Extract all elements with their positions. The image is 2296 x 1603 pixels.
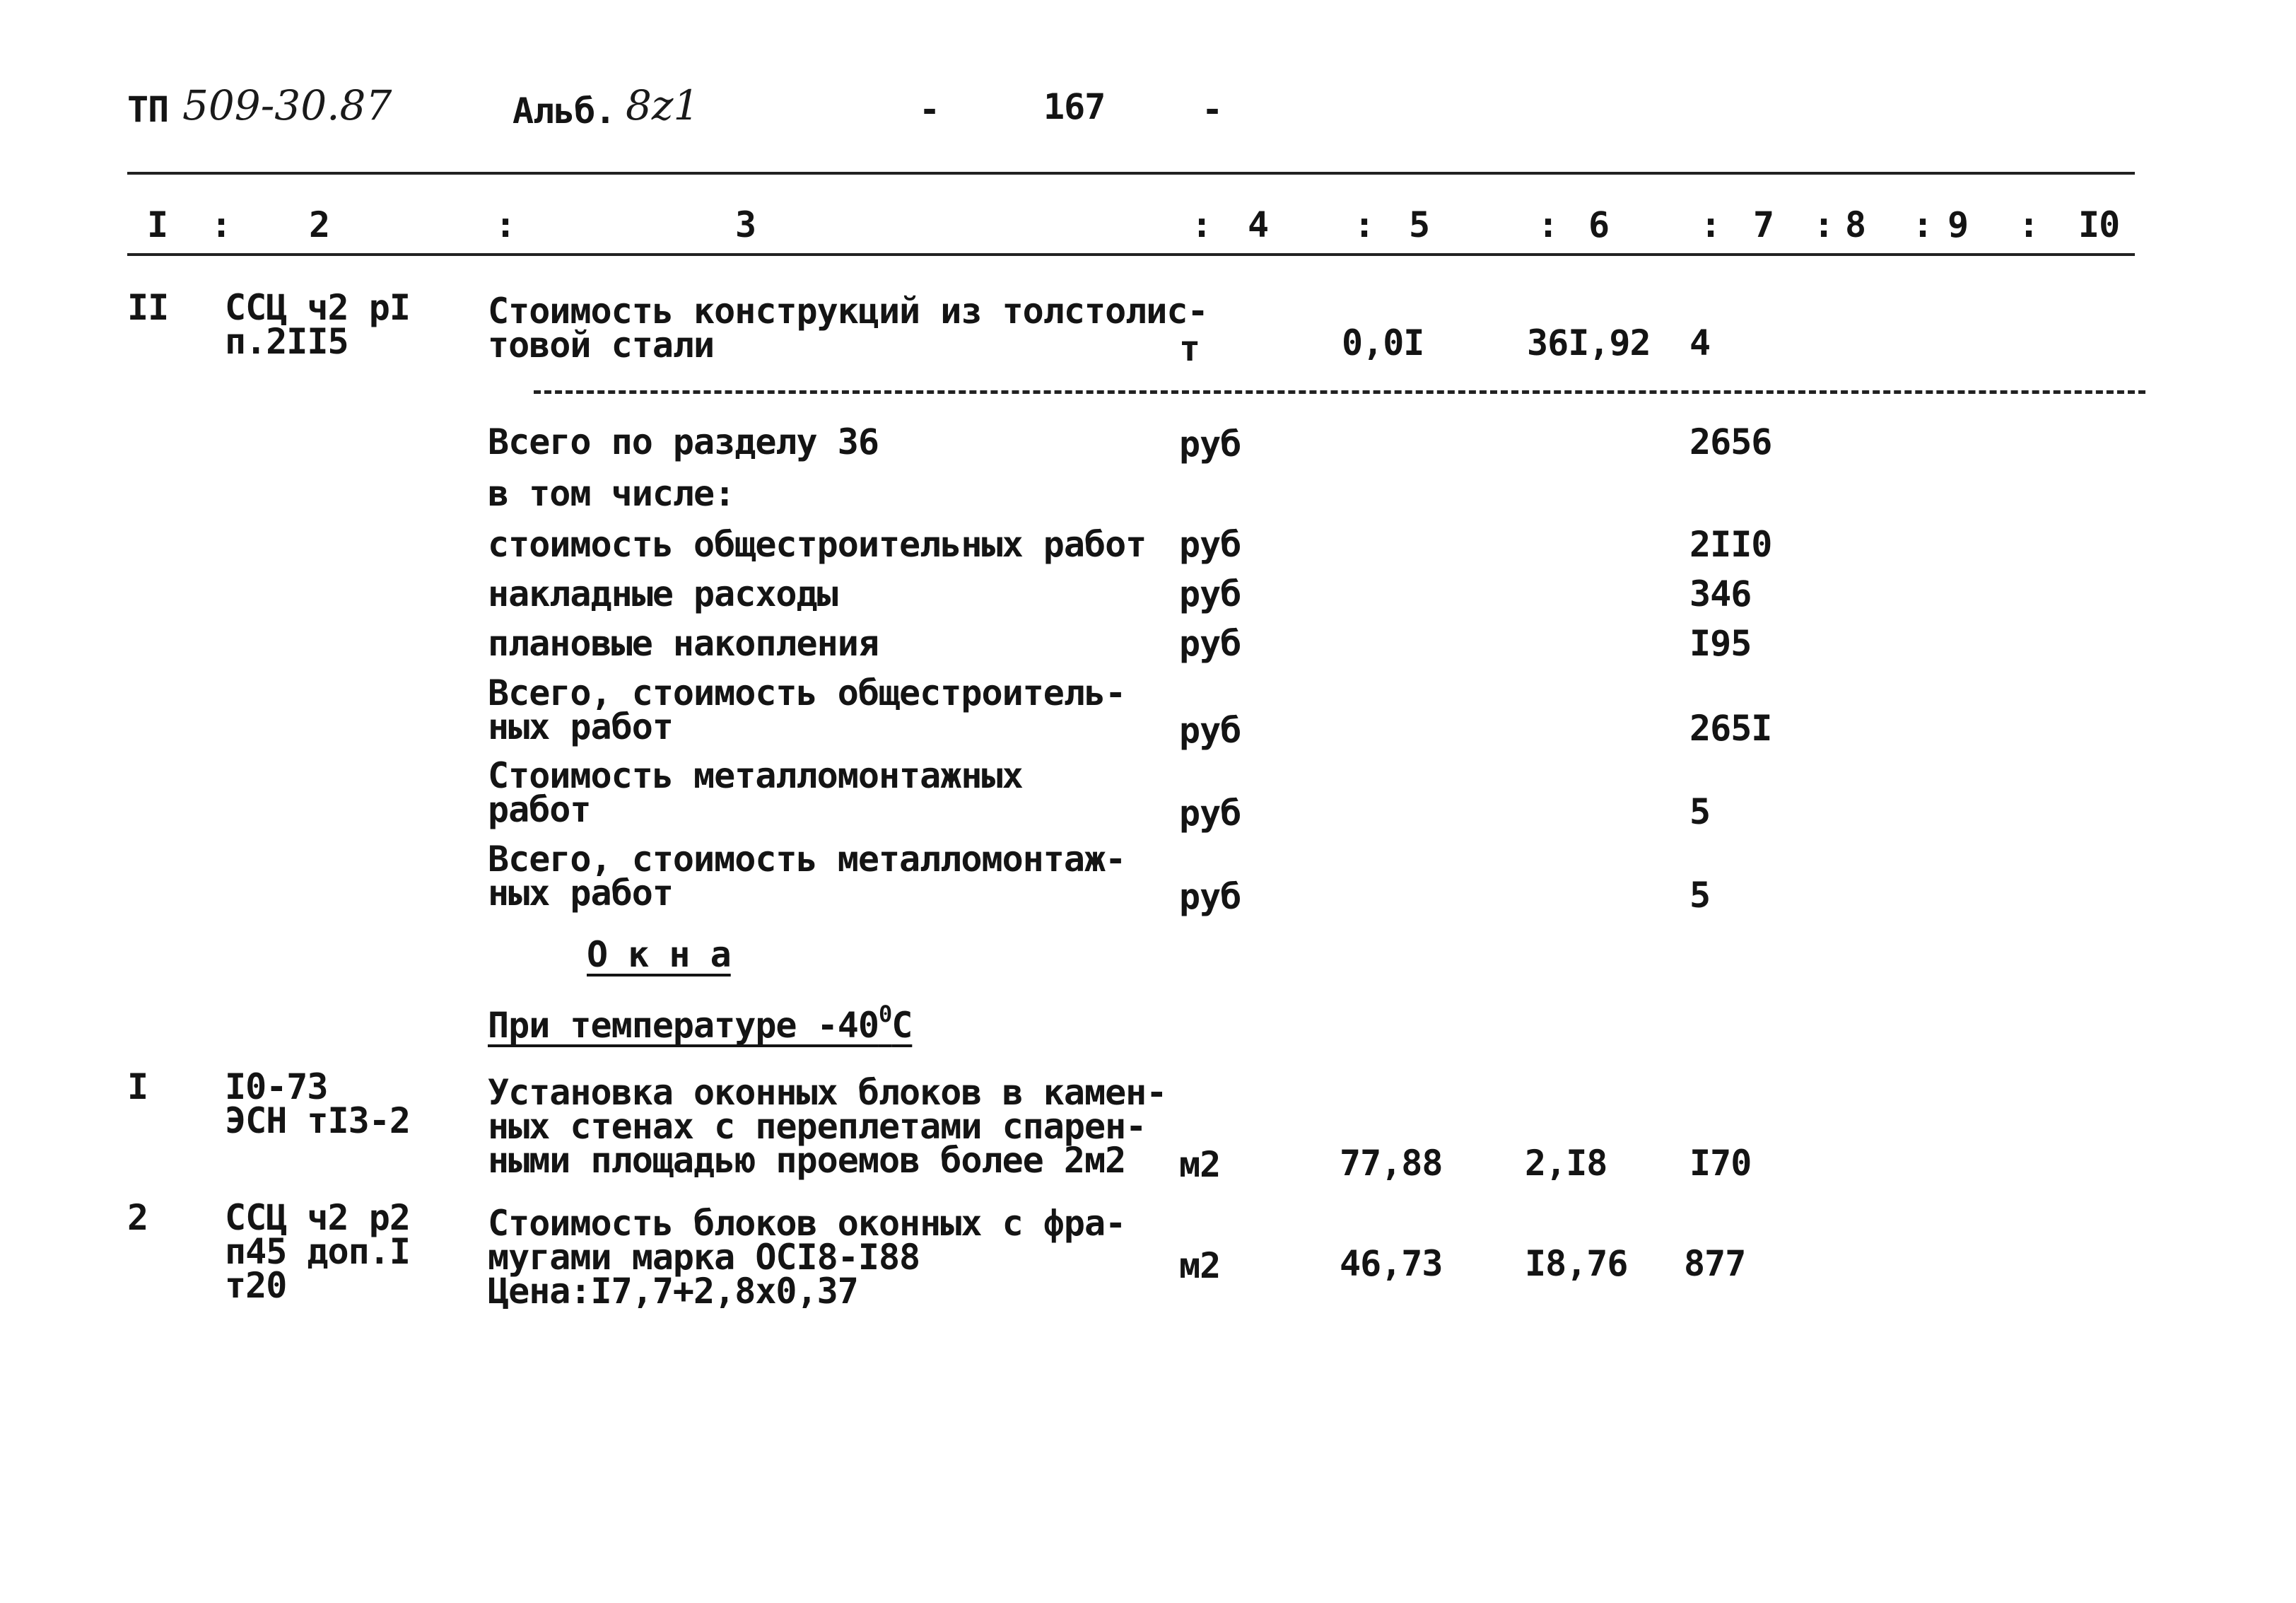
col-header-8: 8 xyxy=(1845,204,1866,245)
col-header-2: 2 xyxy=(309,204,330,245)
summary-desc: Стоимость металломонтажных xyxy=(488,755,1023,796)
summary-desc: Всего, стоимость металломонтаж- xyxy=(488,839,1126,880)
col-header-6: 6 xyxy=(1588,204,1610,245)
row-2-code: п45 доп.I xyxy=(225,1231,410,1272)
col-sep: : xyxy=(1538,204,1559,245)
summary-desc: ных работ xyxy=(488,873,673,914)
row-2-total: 877 xyxy=(1684,1243,1746,1284)
project-code: 509-30.87 xyxy=(182,81,392,129)
row-2-desc: мугами марка ОСI8-I88 xyxy=(488,1237,920,1278)
summary-desc: Всего по разделу 36 xyxy=(488,421,879,462)
row-2-unit: м2 xyxy=(1179,1245,1221,1286)
col-sep: : xyxy=(1912,204,1933,245)
row-1-code: ЭСН тI3-2 xyxy=(225,1100,410,1141)
row-1-desc: ными площадью проемов более 2м2 xyxy=(488,1140,1126,1181)
row-2-desc: Стоимость блоков оконных с фра- xyxy=(488,1203,1126,1244)
col-sep: : xyxy=(1354,204,1375,245)
col-header-7: 7 xyxy=(1753,204,1774,245)
row-1-num: I xyxy=(127,1066,148,1107)
table-header-rule xyxy=(127,253,2135,256)
table-top-rule xyxy=(127,172,2135,175)
row-1-code: I0-73 xyxy=(225,1066,328,1107)
summary-desc: накладные расходы xyxy=(488,573,838,614)
section-title: О к н а xyxy=(587,934,731,975)
col-header-4: 4 xyxy=(1248,204,1269,245)
row-11-qty: 0,0I xyxy=(1342,322,1424,363)
row-2-num: 2 xyxy=(127,1197,148,1238)
col-sep: : xyxy=(211,204,232,245)
row-2-qty: 46,73 xyxy=(1340,1243,1443,1284)
row-11-desc: Стоимость конструкций из толстолис- xyxy=(488,291,1208,332)
col-header-5: 5 xyxy=(1409,204,1430,245)
col-header-3: 3 xyxy=(735,204,756,245)
row-1-total: I70 xyxy=(1689,1143,1752,1184)
row-11-code: ССЦ ч2 рI xyxy=(225,287,410,328)
summary-total: 2656 xyxy=(1689,421,1772,462)
row-1-desc: Установка оконных блоков в камен- xyxy=(488,1072,1167,1113)
summary-desc: Всего, стоимость общестроитель- xyxy=(488,672,1126,713)
summary-unit: руб xyxy=(1179,623,1241,664)
album-label: Альб. xyxy=(512,91,616,132)
section-divider xyxy=(534,390,2145,394)
summary-total: 265I xyxy=(1689,708,1772,749)
summary-unit: руб xyxy=(1179,524,1241,565)
summary-desc: в том числе: xyxy=(488,473,735,514)
summary-unit: руб xyxy=(1179,793,1241,834)
summary-total: 2II0 xyxy=(1689,524,1772,565)
row-11-price: 36I,92 xyxy=(1527,322,1651,363)
page-number: 167 xyxy=(1043,86,1106,127)
summary-unit: руб xyxy=(1179,710,1241,751)
summary-desc: работ xyxy=(488,789,591,830)
summary-desc: ных работ xyxy=(488,706,673,747)
col-header-9: 9 xyxy=(1948,204,1969,245)
subsection-title: При температуре $-40^0С$ xyxy=(488,1001,913,1046)
col-header-1: I xyxy=(147,204,168,245)
row-2-code: т20 xyxy=(225,1265,287,1306)
row-2-desc: Цена:I7,7+2,8х0,37 xyxy=(488,1271,858,1312)
row-11-unit: т xyxy=(1179,328,1200,369)
album-number: 8z1 xyxy=(626,81,700,129)
row-2-price: I8,76 xyxy=(1525,1243,1628,1284)
row-11-num: II xyxy=(127,287,169,328)
summary-total: 5 xyxy=(1689,791,1711,832)
col-sep: : xyxy=(1700,204,1721,245)
row-2-code: ССЦ ч2 р2 xyxy=(225,1197,410,1238)
col-sep: : xyxy=(495,204,516,245)
header-dash-right: - xyxy=(1202,89,1223,130)
col-sep: : xyxy=(1813,204,1834,245)
summary-total: 346 xyxy=(1689,573,1752,614)
col-header-10: I0 xyxy=(2078,204,2120,245)
header-dash-left: - xyxy=(919,89,940,130)
doc-prefix: ТП xyxy=(127,89,169,130)
row-11-total: 4 xyxy=(1689,322,1711,363)
summary-desc: плановые накопления xyxy=(488,623,879,664)
row-1-price: 2,I8 xyxy=(1525,1143,1607,1184)
summary-unit: руб xyxy=(1179,424,1241,465)
row-1-qty: 77,88 xyxy=(1340,1143,1443,1184)
summary-desc: стоимость общестроительных работ xyxy=(488,524,1147,565)
row-1-desc: ных стенах с переплетами спарен- xyxy=(488,1106,1147,1147)
summary-total: 5 xyxy=(1689,875,1711,916)
summary-unit: руб xyxy=(1179,876,1241,917)
col-sep: : xyxy=(1191,204,1212,245)
row-11-code: п.2II5 xyxy=(225,321,348,362)
row-11-desc: товой стали xyxy=(488,325,715,366)
summary-unit: руб xyxy=(1179,573,1241,614)
row-1-unit: м2 xyxy=(1179,1144,1221,1185)
summary-total: I95 xyxy=(1689,623,1752,664)
col-sep: : xyxy=(2018,204,2039,245)
